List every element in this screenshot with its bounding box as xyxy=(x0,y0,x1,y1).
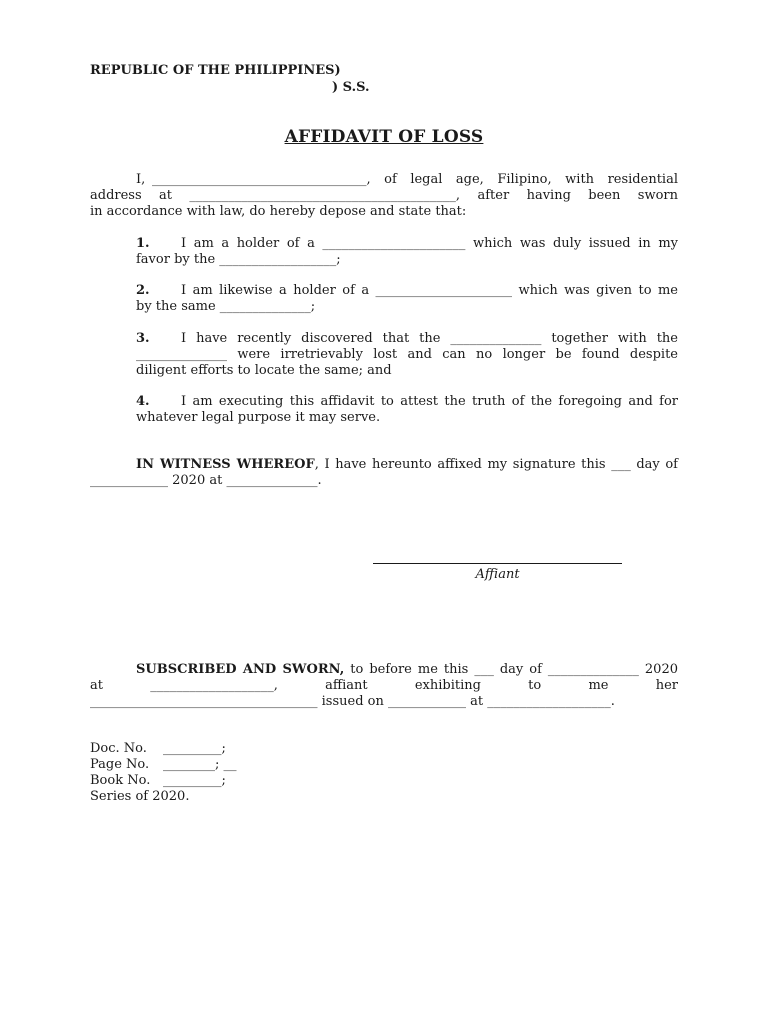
item-4-line-2: whatever legal purpose it may serve. xyxy=(136,410,381,425)
series-label: Series of 2020. xyxy=(90,789,190,804)
witness-line-2: ____________ 2020 at ______________. xyxy=(90,473,322,488)
notary-doc-label: Doc. No. xyxy=(90,741,147,756)
item-2-line-2: by the same ______________; xyxy=(136,299,316,314)
item-1-line-2: favor by the __________________; xyxy=(136,252,341,267)
item-2-line-1: I am likewise a holder of a _____________________ which was given to me xyxy=(181,283,678,298)
jurat-line-1 xyxy=(136,662,678,678)
item-3-line-2: ______________ were irretrievably lost and can no longer be found despite xyxy=(136,347,678,362)
notary-page-row xyxy=(90,757,237,773)
intro-line-2: address at _________________________________________, after having been sworn xyxy=(90,188,678,203)
notary-book-value: _________; xyxy=(163,773,226,788)
notary-doc-row xyxy=(90,741,226,757)
item-1-number: 1. xyxy=(136,236,150,251)
intro-line-1: _________________________________, of legal age, Filipino, with residential xyxy=(152,172,678,187)
jurat-line-3: ___________________________________ issued on ____________ at ___________________. xyxy=(90,694,615,709)
republic-heading: REPUBLIC OF THE PHILIPPINES) xyxy=(90,63,341,78)
item-1-line-1: I am a holder of a ______________________ which was duly issued in my xyxy=(181,236,678,251)
signature-line xyxy=(373,563,622,564)
notary-doc-value: _________; xyxy=(163,741,226,756)
item-4-number: 4. xyxy=(136,394,150,409)
item-3-line-1: I have recently discovered that the ______________ together with the xyxy=(181,331,678,346)
jurat-line-1-rest: to before me this ___ day of ______________ 2020 xyxy=(344,662,678,677)
notary-book-label: Book No. xyxy=(90,773,151,788)
notary-book-row xyxy=(90,773,226,789)
document-title: AFFIDAVIT OF LOSS xyxy=(284,127,484,147)
ss-heading: ) S.S. xyxy=(332,80,370,95)
affiant-label: Affiant xyxy=(475,567,520,582)
intro-line-3: in accordance with law, do hereby depose and state that: xyxy=(90,204,467,219)
item-3-number: 3. xyxy=(136,331,150,346)
notary-page-value: ________; __ xyxy=(163,757,237,772)
notary-page-label: Page No. xyxy=(90,757,150,772)
witness-lead: IN WITNESS WHEREOF xyxy=(136,457,315,472)
item-4-line-1: I am executing this affidavit to attest the truth of the foregoing and for xyxy=(181,394,678,409)
item-3-line-3: diligent efforts to locate the same; and xyxy=(136,363,392,378)
item-2-number: 2. xyxy=(136,283,150,298)
jurat-line-2: at ___________________, affiant exhibiting to me her xyxy=(90,678,678,693)
intro-i: I, xyxy=(136,172,146,187)
jurat-lead: SUBSCRIBED AND SWORN, xyxy=(136,662,345,677)
witness-line-1-rest: , I have hereunto affixed my signature this ___ day of xyxy=(314,457,678,472)
witness-line-1 xyxy=(136,457,678,473)
